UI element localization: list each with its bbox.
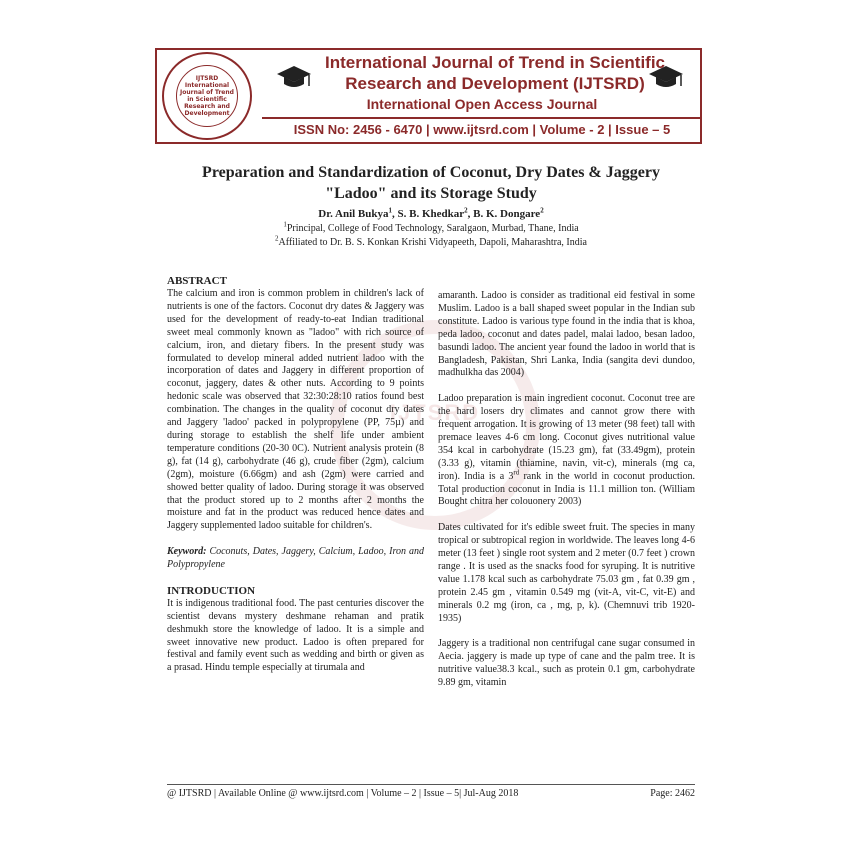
- author-name: Dr. Anil Bukya: [318, 208, 389, 220]
- journal-title-line1: International Journal of Trend in Scientific: [324, 53, 666, 72]
- paper-title-line2: "Ladoo" and its Storage Study: [325, 185, 537, 202]
- introduction-text: It is indigenous traditional food. The past centuries discover the scientist devans mystery deshmane rehaman and pratik deshmukh store the knowledge of ladoo. It is a simple and sweet innovative new product. Ladoo is often prepared for festival and family event such as wedding and birth or given as a prasad. Hindu temple especially at tirumala and: [167, 597, 424, 674]
- right-column: [438, 290, 695, 703]
- author-list: [160, 208, 702, 220]
- journal-logo: [162, 52, 252, 140]
- header-divider: [262, 117, 702, 119]
- keywords-label: Keyword:: [167, 546, 207, 558]
- author-affiliation-mark: 1: [388, 206, 393, 215]
- journal-title-line2: Research and Development (IJTSRD): [345, 74, 645, 93]
- author-name: , B. K. Dongare: [467, 208, 541, 220]
- keywords: [167, 546, 424, 572]
- left-column: [167, 275, 424, 688]
- paragraph: Dates cultivated for it's edible sweet fruit. The species in many tropical or subtropical region in worldwide. The leaves long 4-6 meter (13 feet ) single root system and 2 meter (0.7 feet ) crown range . It is used as the snacks food for syruping. It is nutritive value 1.178 kcal such as carbohydrate 75.03 gm , fat 0.39 gm , protein 2.45 gm , vitamin 0.549 mg (vit-A, vit-C, vit-E) and minerals 0.2 mg (iron, ca , mg, p, k). (Chemnuvi trib 1920-1935): [438, 522, 695, 624]
- paper-title: [160, 162, 702, 204]
- paragraph: Ladoo preparation is main ingredient coconut. Coconut tree are the hard losers dry climates and cannot grow there with frequent arrogation. It is growing of 13 meter (98 feet) tall with premace leaves 4-6 cm long. Coconut gives nutritional value 354 kcal in carbohydrate (15.23 gm), fat (33.49gm), protein (3.33 g), vitamin (thiamine, navin, vit-c), minerals (mg ca, iron). India is a 3rd rank in the world in coconut production. Total production coconut in India is 11.1 million ton. (William Bought chitra her colouonery 2003): [438, 393, 696, 508]
- affiliation-2: $^2$Affiliated to Dr. B. S. Konkan Krishi Vidyapeeth, Dapoli, Maharashtra, India: [275, 234, 587, 248]
- journal-title: [300, 52, 690, 94]
- introduction-heading: INTRODUCTION: [167, 584, 256, 597]
- author-affiliation-mark: 2: [464, 206, 468, 215]
- footer-citation: @ IJTSRD | Available Online @ www.ijtsrd.com | Volume – 2 | Issue – 5| Jul-Aug 2018: [167, 788, 519, 799]
- abstract-heading: ABSTRACT: [167, 275, 227, 287]
- journal-subtitle: International Open Access Journal: [366, 96, 598, 112]
- watermark-text: IJTSRD: [389, 400, 481, 425]
- keywords-text: Coconuts, Dates, Jaggery, Calcium, Ladoo, Iron and Polypropylene: [167, 546, 424, 571]
- affiliation-1: $^1$Principal, College of Food Technology, Saralgaon, Murbad, Thane, India: [283, 220, 579, 234]
- author-name: , S. B. Khedkar: [392, 208, 465, 220]
- paragraph: Jaggery is a traditional non centrifugal cane sugar consumed in Aecia. jaggery is made up type of cane and the palm tree. It is nutritive value38.3 kcal., such as protein 0.1 gm, carbohydrate 9.89 gm, vitamin: [438, 638, 695, 689]
- page-number: Page: 2462: [650, 788, 695, 799]
- paragraph: amaranth. Ladoo is consider as traditional eid festival in some Muslim. Ladoo is a ball shaped sweet popular in the Indian sub constitute. Ladoo is various type found in the india that is khoa, peda ladoo, coconut and dates padel, malai ladoo, besan ladoo, basundi ladoo. The ancient year found the ladoo in world that is Bangladesh, Pakistan, Shri Lanka, India (sangita devi dundoo, madhulkha das 2004): [438, 290, 695, 379]
- abstract-text: The calcium and iron is common problem in children's lack of nutrients is one of the factors. Coconut dry dates & Jaggery was used for the development of ready-to-eat Indian traditional sweet meal commonly known as "ladoo" with rich source of calcium, iron, and dietary fibers. In the present study was formulated to develop mineral added nutrient ladoo with the incorporation of dates and Jaggery in different proportion of coconut, jaggery, dates & other nuts. According to 9 points hedonic scale was observed that 32:30:28:10 ratios found best combination. The changes in the quality of coconut dry dates and Jaggery 'ladoo' packed in polypropylene (PP, 75µ) and during storage to establish the shelf life under ambient temperature conditions (20-30 0C). Nutrient analysis protein (8 g), fat (14 g), carbohydrate (46 g), crude fiber (2gm), calcium (2gm), moisture (6.66gm) and ash (2gm) were carried and showed better quality of ladoo. During storage it was observed that the product stored up to 2 months after 2 months the moisture and fat in the product was reduced hence dates and Jaggery supplemented ladoo suitable for children's.: [167, 288, 424, 532]
- author-affiliation-mark: 2: [540, 206, 544, 215]
- journal-issn-line: ISSN No: 2456 - 6470 | www.ijtsrd.com | Volume - 2 | Issue – 5: [293, 122, 671, 137]
- logo-text: IJTSRD International Journal of Trend in Scientific Research and Development: [180, 75, 234, 117]
- paper-title-line1: Preparation and Standardization of Coconut, Dry Dates & Jaggery: [202, 164, 660, 181]
- footer-divider: [167, 784, 695, 785]
